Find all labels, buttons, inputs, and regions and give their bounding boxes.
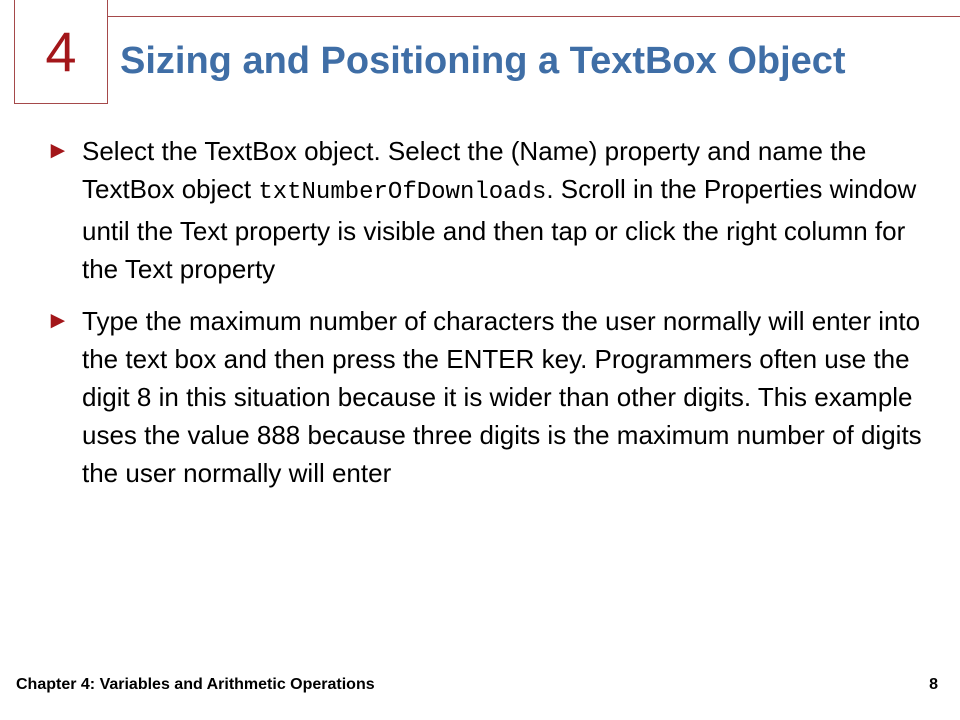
triangle-right-icon: ► bbox=[46, 137, 70, 164]
bullet-list bbox=[42, 132, 922, 506]
triangle-right-icon: ► bbox=[46, 307, 70, 334]
slide-title: Sizing and Positioning a TextBox Object bbox=[120, 40, 846, 82]
bullet-1-text-after: . Scroll in the Properties window until the Text property is visible and then tap or click the right column for the Text property bbox=[82, 174, 917, 284]
bullet-1-code: txtNumberOfDownloads bbox=[258, 179, 547, 206]
footer-chapter-label: Chapter 4: Variables and Arithmetic Operations bbox=[16, 676, 375, 693]
chapter-number-box bbox=[14, 0, 108, 104]
chapter-number: 4 bbox=[45, 20, 77, 83]
bullet-1-text-before: Select the TextBox object. Select the (Name) property and name the TextBox object bbox=[82, 136, 867, 204]
footer-page-number: 8 bbox=[929, 676, 938, 693]
bullet-2-text: Type the maximum number of characters the user normally will enter into the text box and then press the ENTER key. Programmers often use the digit 8 in this situation because it is wider than other digits. This example uses the value 888 because three digits is the maximum number of digits the user normally will enter bbox=[82, 306, 922, 488]
slide-footer bbox=[16, 676, 938, 694]
bullet-item-1 bbox=[42, 132, 922, 288]
header-rule bbox=[108, 16, 960, 17]
bullet-item-2 bbox=[42, 302, 922, 492]
